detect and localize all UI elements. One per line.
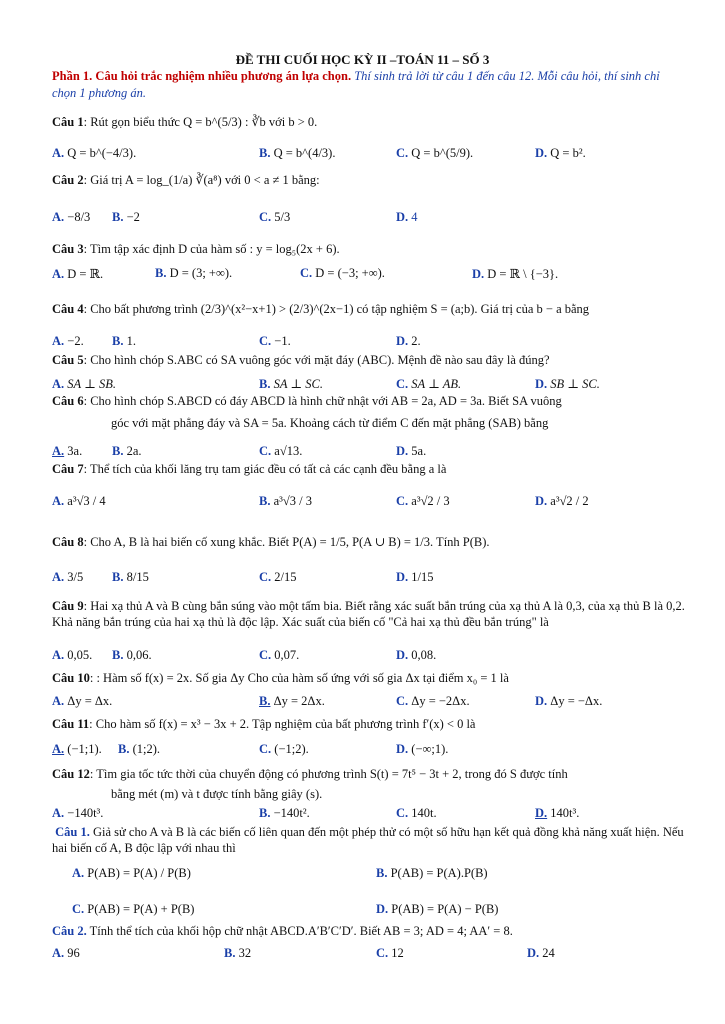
q10-option-c[interactable]: C. Δy = −2Δx.: [396, 694, 470, 708]
q9-option-a[interactable]: A. 0,05.: [52, 648, 93, 662]
q11-option-d[interactable]: D. (−∞;1).: [396, 742, 449, 756]
q8-option-a[interactable]: A. 3/5: [52, 570, 84, 584]
q8-option-d[interactable]: D. 1/15: [396, 570, 434, 584]
q4-option-c[interactable]: C. −1.: [259, 334, 291, 348]
question-9: Câu 9: Hai xạ thủ A và B cùng bắn súng vào một tấm bia. Biết rằng xác suất bắn trúng của xạ thủ A là 0,3, của xạ thủ B là 0,2. Khả năng bắn trúng của hai xạ thủ là độc lập. Xác suất của biến cố "Cả hai xạ thủ đều bắn trúng" là: [52, 599, 685, 629]
question-4: Câu 4: Cho bất phương trình (2/3)^(x²−x+1) > (2/3)^(2x−1) có tập nghiệm S = (a;b). Giá trị của b − a bằng: [52, 302, 590, 316]
question-2: Câu 2: Giá trị A = log_(1/a) ∛(a⁸) với 0 < a ≠ 1 bằng:: [52, 173, 320, 187]
question-5: Câu 5: Cho hình chóp S.ABC có SA vuông góc với mặt đáy (ABC). Mệnh đề nào sau đây là đúng?: [52, 353, 550, 367]
q6-option-c[interactable]: C. a√13.: [259, 444, 303, 458]
q12-option-d[interactable]: D. 140t³.: [535, 806, 580, 820]
q8-option-b[interactable]: B. 8/15: [112, 570, 149, 584]
q10-option-b[interactable]: B. Δy = 2Δx.: [259, 694, 325, 708]
q11-option-c[interactable]: C. (−1;2).: [259, 742, 309, 756]
question-7: Câu 7: Thể tích của khối lăng trụ tam giác đều có tất cả các cạnh đều bằng a là: [52, 462, 447, 476]
q8-option-c[interactable]: C. 2/15: [259, 570, 297, 584]
q1-option-d[interactable]: D. Q = b².: [535, 146, 586, 160]
part2-question-2: Câu 2. Tính thể tích của khối hộp chữ nhật ABCD.A′B′C′D′. Biết AB = 3; AD = 4; AA′ = 8.: [52, 924, 513, 938]
q12-option-c[interactable]: C. 140t.: [396, 806, 437, 820]
question-6: Câu 6: Cho hình chóp S.ABCD có đáy ABCD là hình chữ nhật với AB = 2a, AD = 3a. Biết SA vuông: [52, 394, 562, 408]
q5-option-c[interactable]: C. SA ⊥ AB.: [396, 377, 462, 391]
q1-option-b[interactable]: B. Q = b^(4/3).: [259, 146, 336, 160]
q3-option-d[interactable]: D. D = ℝ \ {−3}.: [472, 267, 559, 281]
q6-option-b[interactable]: B. 2a.: [112, 444, 142, 458]
q2-option-d[interactable]: D. 4: [396, 210, 418, 224]
q12-option-b[interactable]: B. −140t².: [259, 806, 310, 820]
p2q1-option-a[interactable]: A. P(AB) = P(A) / P(B): [72, 866, 191, 880]
q10-option-d[interactable]: D. Δy = −Δx.: [535, 694, 603, 708]
q12-option-a[interactable]: A. −140t³.: [52, 806, 104, 820]
q3-option-a[interactable]: A. D = ℝ.: [52, 267, 104, 281]
q1-option-c[interactable]: C. Q = b^(5/9).: [396, 146, 474, 160]
p2q2-option-a[interactable]: A. 96: [52, 946, 80, 960]
q5-option-d[interactable]: D. SB ⊥ SC.: [535, 377, 600, 391]
q9-option-c[interactable]: C. 0,07.: [259, 648, 300, 662]
q5-option-b[interactable]: B. SA ⊥ SC.: [259, 377, 323, 391]
question-10: Câu 10: : Hàm số f(x) = 2x. Số gia Δy Cho của hàm số ứng với số gia Δx tại điểm x₀ = 1 là: [52, 671, 509, 685]
question-11: Câu 11: Cho hàm số f(x) = x³ − 3x + 2. Tập nghiệm của bất phương trình f′(x) < 0 là: [52, 717, 476, 731]
q9-option-b[interactable]: B. 0,06.: [112, 648, 152, 662]
q1-option-a[interactable]: A. Q = b^(−4/3).: [52, 146, 137, 160]
q7-option-b[interactable]: B. a³√3 / 3: [259, 494, 312, 508]
question-12-continued: bằng mét (m) và t được tính bằng giây (s).: [111, 787, 323, 801]
section-intro: [52, 68, 682, 102]
section-instructions: Thí sinh trả lời từ câu 1 đến câu 12. Mỗi câu hỏi, thí sinh chỉ chọn 1 phương án.: [52, 69, 660, 100]
q6-option-a[interactable]: A. 3a.: [52, 444, 83, 458]
q2-option-c[interactable]: C. 5/3: [259, 210, 291, 224]
q4-option-b[interactable]: B. 1.: [112, 334, 136, 348]
question-6-continued: góc với mặt phẳng đáy và SA = 5a. Khoảng cách từ điểm C đến mặt phẳng (SAB) bằng: [111, 416, 549, 430]
q2-option-b[interactable]: B. −2: [112, 210, 140, 224]
q11-option-a[interactable]: A. (−1;1).: [52, 742, 102, 756]
q4-option-d[interactable]: D. 2.: [396, 334, 421, 348]
p2q1-option-b[interactable]: B. P(AB) = P(A).P(B): [376, 866, 488, 880]
q7-option-d[interactable]: D. a³√2 / 2: [535, 494, 589, 508]
exam-title: ĐỀ THI CUỐI HỌC KỲ II –TOÁN 11 – SỐ 3: [235, 52, 490, 67]
p2q1-option-c[interactable]: C. P(AB) = P(A) + P(B): [72, 902, 195, 916]
q4-option-a[interactable]: A. −2.: [52, 334, 84, 348]
q2-option-a[interactable]: A. −8/3: [52, 210, 91, 224]
q9-option-d[interactable]: D. 0,08.: [396, 648, 437, 662]
p2q1-option-d[interactable]: D. P(AB) = P(A) − P(B): [376, 902, 499, 916]
question-1: Câu 1: Rút gọn biểu thức Q = b^(5/3) : ∛b với b > 0.: [52, 115, 318, 129]
q3-option-b[interactable]: B. D = (3; +∞).: [155, 266, 233, 280]
q5-option-a[interactable]: A. SA ⊥ SB.: [52, 377, 116, 391]
q11-option-b[interactable]: B. (1;2).: [118, 742, 161, 756]
q10-option-a[interactable]: A. Δy = Δx.: [52, 694, 113, 708]
q6-option-d[interactable]: D. 5a.: [396, 444, 427, 458]
p2q2-option-d[interactable]: D. 24: [527, 946, 555, 960]
question-12: Câu 12: Tìm gia tốc tức thời của chuyển động có phương trình S(t) = 7t⁵ − 3t + 2, trong đó S được tính: [52, 767, 568, 781]
question-8: Câu 8: Cho A, B là hai biến cố xung khắc. Biết P(A) = 1/5, P(A ∪ B) = 1/3. Tính P(B).: [52, 535, 490, 549]
q3-option-c[interactable]: C. D = (−3; +∞).: [300, 266, 385, 280]
section-heading: Phần 1. Câu hỏi trắc nghiệm nhiều phương án lựa chọn.: [52, 69, 352, 83]
p2q2-option-b[interactable]: B. 32: [224, 946, 252, 960]
q7-option-c[interactable]: C. a³√2 / 3: [396, 494, 450, 508]
question-3: Câu 3: Tìm tập xác định D của hàm số : y = log₅(2x + 6).: [52, 242, 340, 256]
part2-question-1: Câu 1. Giả sử cho A và B là các biến cố liên quan đến một phép thử có một số hữu hạn kết quả đồng khả năng xuất hiện. Nếu hai biến cố A, B độc lập với nhau thì: [52, 825, 684, 855]
p2q2-option-c[interactable]: C. 12: [376, 946, 404, 960]
q7-option-a[interactable]: A. a³√3 / 4: [52, 494, 106, 508]
